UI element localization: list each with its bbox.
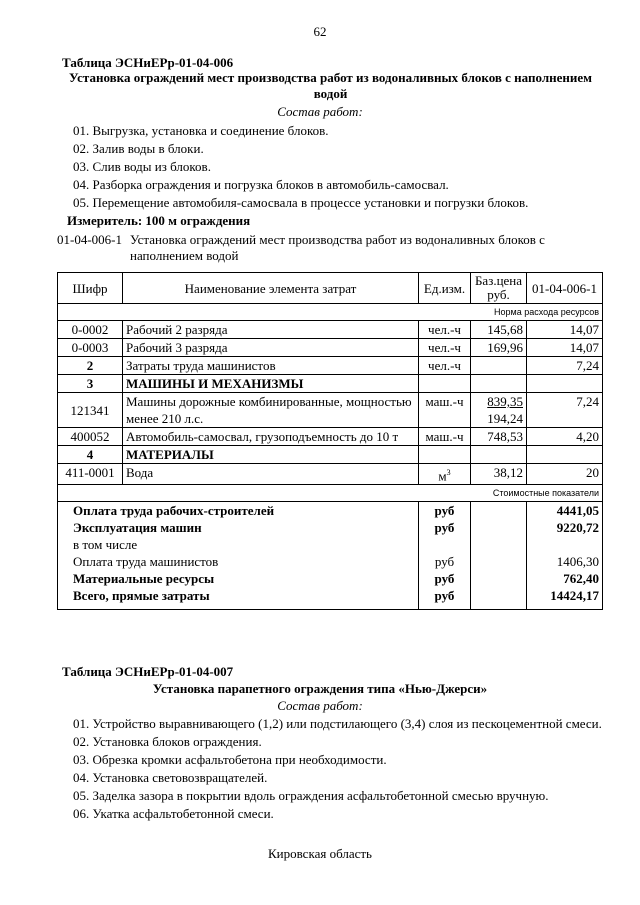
cell-cipher: 4 — [58, 446, 123, 464]
cost-row — [58, 553, 603, 570]
cell-price: 38,12 — [471, 464, 527, 485]
norm-code-text: Установка ограждений мест производства работ из водоналивных блоков с наполнением водой — [130, 232, 545, 263]
header-base-price: Баз.цена руб. — [471, 273, 527, 304]
norm-code: 01-04-006-1 — [57, 232, 122, 247]
cell-norm: 14,07 — [527, 339, 603, 357]
cell-name: Затраты труда машинистов — [123, 357, 419, 375]
cost-unit: руб — [419, 553, 471, 570]
cell-price: 145,68 — [471, 321, 527, 339]
cell-cipher: 2 — [58, 357, 123, 375]
cost-unit: руб — [419, 570, 471, 587]
cost-label: Материальные ресурсы — [58, 570, 419, 587]
table-title: Установка парапетного ограждения типа «Нью-Джерси» — [152, 681, 488, 696]
norm-note: Норма расхода ресурсов — [58, 304, 603, 321]
cost-value: 762,40 — [527, 570, 603, 587]
price-main: 839,35 — [487, 394, 523, 409]
price-secondary: 194,24 — [487, 411, 523, 426]
cell-norm: 14,07 — [527, 321, 603, 339]
work-item: 02. Залив воды в блоки. — [73, 141, 204, 156]
meter-label: Измеритель: 100 м ограждения — [67, 213, 251, 228]
cost-row — [58, 502, 603, 520]
cell-unit: чел.-ч — [419, 357, 471, 375]
cell-norm: 20 — [527, 464, 603, 485]
work-item: 04. Разборка ограждения и погрузка блоков в автомобиль-самосвал. — [73, 177, 449, 192]
section-row — [58, 446, 603, 464]
cost-note: Стоимостные показатели — [58, 485, 603, 502]
cell-price — [471, 357, 527, 375]
work-item: 03. Обрезка кромки асфальтобетона при необходимости. — [73, 752, 387, 767]
cell-price: 748,53 — [471, 428, 527, 446]
composition-label: Состав работ: — [277, 104, 363, 119]
cost-unit: руб — [419, 587, 471, 610]
cost-value: 14424,17 — [527, 587, 603, 610]
unit-superscript: 3 — [446, 468, 451, 477]
cell-cipher: 3 — [58, 375, 123, 393]
table-title: Установка ограждений мест производства работ из водоналивных блоков с наполнением водой — [69, 70, 592, 101]
table-row — [58, 428, 603, 446]
cost-value: 9220,72 — [527, 519, 603, 536]
section-title: МАШИНЫ И МЕХАНИЗМЫ — [123, 375, 419, 393]
header-norm: 01-04-006-1 — [527, 273, 603, 304]
work-item: 05. Перемещение автомобиля-самосвала в процессе установки и погрузки блоков. — [73, 195, 529, 210]
cell-name: Автомобиль-самосвал, грузоподъемность до 10 т — [123, 428, 419, 446]
work-item: 03. Слив воды из блоков. — [73, 159, 211, 174]
cost-note-row — [58, 485, 603, 502]
work-item: 04. Установка световозвращателей. — [73, 770, 268, 785]
header-cipher: Шифр — [58, 273, 123, 304]
cell-unit: маш.-ч — [419, 393, 471, 428]
work-item: 06. Укатка асфальтобетонной смеси. — [73, 806, 274, 821]
page-footer: Кировская область — [267, 846, 372, 861]
work-item: 05. Заделка зазора в покрытии вдоль ограждения асфальтобетонной смесью вручную. — [73, 788, 549, 803]
cost-unit: руб — [419, 519, 471, 536]
cost-row — [58, 519, 603, 536]
cell-unit: чел.-ч — [419, 339, 471, 357]
header-row — [58, 273, 603, 304]
cost-label: в том числе — [58, 536, 419, 553]
cell-unit: чел.-ч — [419, 321, 471, 339]
work-item: 01. Выгрузка, установка и соединение блоков. — [73, 123, 329, 138]
cell-name: Рабочий 3 разряда — [123, 339, 419, 357]
section-row — [58, 375, 603, 393]
cost-label: Оплата труда машинистов — [58, 553, 419, 570]
page-number: 62 — [313, 24, 327, 39]
cell-unit: маш.-ч — [419, 428, 471, 446]
table-id: Таблица ЭСНиЕРр-01-04-006 — [62, 55, 234, 70]
resource-table — [57, 272, 603, 610]
work-item: 01. Устройство выравнивающего (1,2) или подстилающего (3,4) слоя из пескоцементной смеси. — [73, 716, 602, 731]
cell-price — [471, 393, 527, 428]
table-row — [58, 464, 603, 485]
cost-value: 1406,30 — [527, 553, 603, 570]
table-row — [58, 321, 603, 339]
cost-row — [58, 587, 603, 610]
cell-name: Вода — [123, 464, 419, 485]
cell-cipher: 121341 — [58, 393, 123, 428]
unit-text: м — [438, 468, 447, 484]
cell-norm: 7,24 — [527, 357, 603, 375]
cost-row — [58, 570, 603, 587]
header-unit: Ед.изм. — [419, 273, 471, 304]
cell-name: Машины дорожные комбинированные, мощностью менее 210 л.с. — [123, 393, 419, 428]
composition-label: Состав работ: — [277, 698, 363, 713]
table-id: Таблица ЭСНиЕРр-01-04-007 — [62, 664, 234, 679]
cell-name: Рабочий 2 разряда — [123, 321, 419, 339]
work-item: 02. Установка блоков ограждения. — [73, 734, 262, 749]
header-name: Наименование элемента затрат — [123, 273, 419, 304]
cost-row — [58, 536, 603, 553]
cell-cipher: 411-0001 — [58, 464, 123, 485]
norm-note-row — [58, 304, 603, 321]
cell-norm: 4,20 — [527, 428, 603, 446]
table-row — [58, 393, 603, 428]
cost-label: Всего, прямые затраты — [58, 587, 419, 610]
cell-price: 169,96 — [471, 339, 527, 357]
cell-norm: 7,24 — [527, 393, 603, 428]
cell-cipher: 0-0002 — [58, 321, 123, 339]
cost-label: Оплата труда рабочих-строителей — [58, 502, 419, 520]
cell-cipher: 0-0003 — [58, 339, 123, 357]
cell-cipher: 400052 — [58, 428, 123, 446]
section-title: МАТЕРИАЛЫ — [123, 446, 419, 464]
table-row — [58, 339, 603, 357]
cost-value: 4441,05 — [527, 502, 603, 520]
cost-unit: руб — [419, 502, 471, 520]
table-row — [58, 357, 603, 375]
cost-label: Эксплуатация машин — [58, 519, 419, 536]
cell-unit — [419, 464, 471, 485]
